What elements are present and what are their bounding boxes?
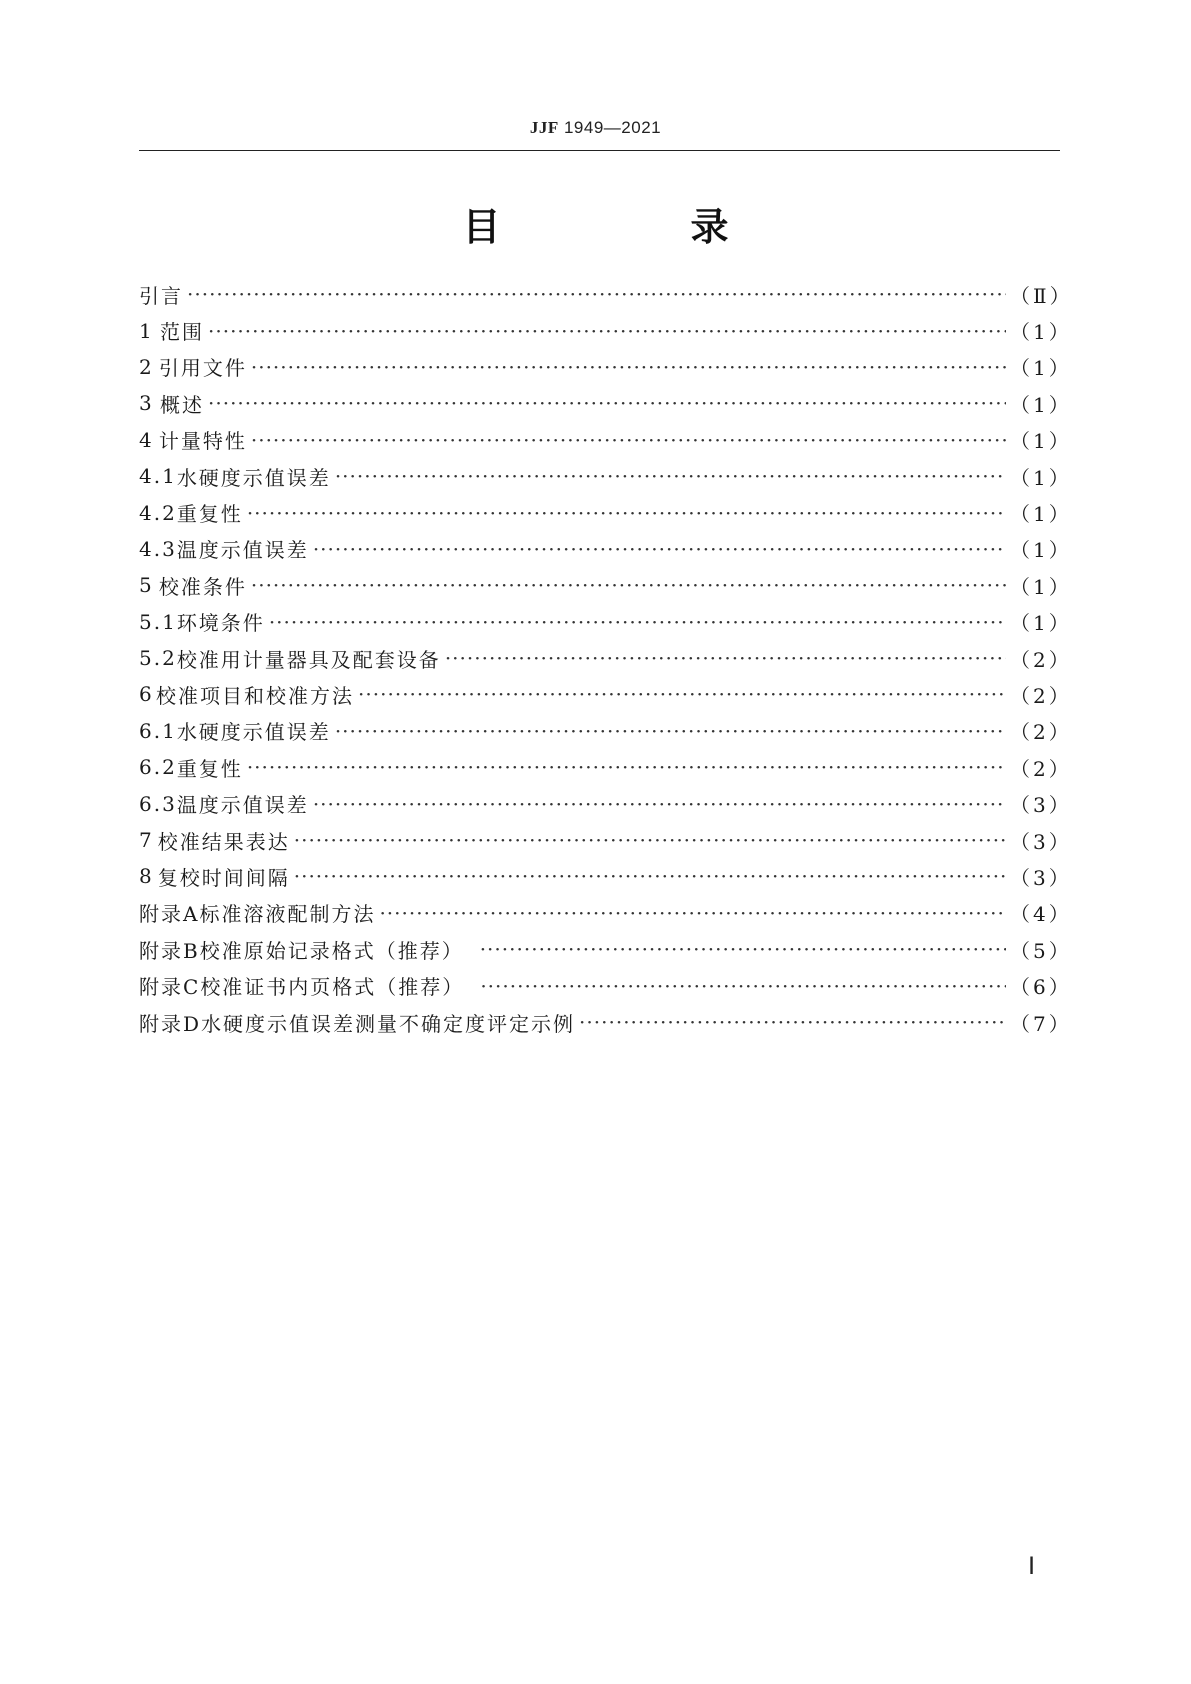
toc-entry-page: （1）	[1010, 611, 1072, 636]
toc-entry-number: 6.3	[139, 791, 177, 816]
toc-entry-number: 附录A	[139, 902, 200, 927]
toc-entry[interactable]	[139, 422, 1072, 458]
toc-entry[interactable]	[139, 385, 1072, 421]
toc-entry-page: （1）	[1010, 392, 1072, 417]
toc-entry[interactable]	[139, 749, 1072, 785]
toc-entry-label: 水硬度示值误差	[176, 720, 331, 745]
toc-dot-leader	[480, 937, 1006, 961]
toc-entry[interactable]	[139, 713, 1072, 749]
toc-entry[interactable]	[139, 858, 1072, 894]
toc-entry-page: （2）	[1010, 756, 1072, 781]
toc-dot-leader	[251, 573, 1006, 597]
toc-dot-leader	[335, 719, 1006, 743]
toc-entry-label: 温度示值误差	[176, 793, 309, 818]
toc-entry[interactable]	[139, 567, 1072, 603]
toc-entry-number: 6	[139, 682, 154, 707]
running-header	[0, 118, 1191, 138]
toc-entry-label: 水硬度示值误差测量不确定度评定示例	[201, 1011, 576, 1036]
toc-entry-page: （1）	[1010, 574, 1072, 599]
header-divider	[139, 150, 1060, 151]
toc-entry[interactable]	[139, 349, 1072, 385]
toc-dot-leader	[294, 828, 1006, 852]
toc-entry-label: 重复性	[176, 756, 243, 781]
toc-entry[interactable]	[139, 676, 1072, 712]
toc-entry-page: （1）	[1010, 538, 1072, 563]
toc-entry[interactable]	[139, 967, 1072, 1003]
toc-entry-number: 8	[139, 864, 154, 889]
toc-entry-label: 校准证书内页格式（推荐）	[200, 975, 477, 1000]
toc-entry-number: 3	[139, 391, 154, 416]
toc-dot-leader	[247, 501, 1006, 525]
page-title: 目 录	[462, 205, 805, 249]
toc-entry[interactable]	[139, 931, 1072, 967]
toc-entry[interactable]	[139, 276, 1073, 312]
toc-dot-leader	[480, 974, 1006, 998]
toc-dot-leader	[269, 610, 1006, 634]
toc-entry-number: 4.2	[139, 500, 177, 525]
toc-dot-leader	[335, 464, 1006, 488]
toc-entry-page: （2）	[1010, 683, 1072, 708]
toc-entry-label: 标准溶液配制方法	[199, 902, 376, 927]
toc-entry-label: 校准结果表达	[157, 829, 290, 854]
toc-dot-leader	[251, 355, 1006, 379]
toc-entry-number: 7	[139, 828, 154, 853]
toc-dot-leader	[358, 682, 1006, 706]
toc-entry[interactable]	[139, 458, 1072, 494]
toc-entry-page: （2）	[1010, 647, 1072, 672]
toc-entry-page: （1）	[1010, 429, 1072, 454]
toc-dot-leader	[313, 537, 1006, 561]
toc-dot-leader	[187, 282, 1006, 306]
toc-entry-page: （1）	[1010, 465, 1072, 490]
toc-dot-leader	[251, 428, 1006, 452]
toc-entry-page: （7）	[1010, 1011, 1072, 1036]
toc-dot-leader	[208, 391, 1006, 415]
toc-entry-number: 附录B	[139, 938, 200, 963]
toc-entry-page: （2）	[1010, 720, 1072, 745]
toc-entry-number: 2	[139, 354, 154, 379]
toc-entry[interactable]	[139, 531, 1072, 567]
table-of-contents	[139, 276, 1073, 1040]
toc-entry-label: 校准用计量器具及配套设备	[176, 647, 441, 672]
toc-entry-page: （3）	[1010, 829, 1072, 854]
toc-entry-label: 引言	[139, 283, 183, 308]
toc-dot-leader	[579, 1010, 1006, 1034]
toc-entry-page: （1）	[1010, 356, 1072, 381]
toc-entry-number: 1	[139, 318, 154, 343]
toc-entry-label: 复校时间间隔	[157, 865, 290, 890]
toc-entry-page: （4）	[1010, 902, 1072, 927]
toc-entry-number: 4	[139, 427, 154, 452]
toc-entry-number: 附录C	[139, 975, 201, 1000]
toc-entry-page: （1）	[1010, 502, 1072, 527]
toc-entry-page: （5）	[1010, 938, 1072, 963]
toc-entry[interactable]	[139, 1004, 1072, 1040]
toc-entry-label: 概述	[160, 392, 204, 417]
toc-entry-number: 5.1	[139, 609, 177, 634]
toc-entry[interactable]	[139, 494, 1072, 530]
toc-entry-number: 4.1	[139, 464, 177, 489]
toc-entry-number: 4.3	[139, 536, 177, 561]
toc-entry-label: 校准项目和校准方法	[156, 683, 355, 708]
toc-entry-label: 温度示值误差	[176, 538, 309, 563]
page-number: Ⅰ	[1028, 1554, 1036, 1580]
toc-entry[interactable]	[139, 895, 1072, 931]
toc-entry-number: 6.1	[139, 718, 177, 743]
toc-entry-label: 重复性	[176, 502, 243, 527]
toc-entry-page: （3）	[1010, 865, 1072, 890]
toc-entry-page: （3）	[1010, 793, 1072, 818]
toc-entry[interactable]	[139, 312, 1072, 348]
toc-entry[interactable]	[139, 822, 1072, 858]
toc-entry-label: 引用文件	[158, 356, 247, 381]
toc-entry-label: 校准条件	[158, 574, 247, 599]
toc-entry[interactable]	[139, 604, 1072, 640]
toc-entry-number: 6.2	[139, 755, 177, 780]
standard-code-prefix: JJF	[529, 118, 559, 137]
toc-dot-leader	[208, 319, 1006, 343]
toc-entry-label: 水硬度示值误差	[176, 465, 331, 490]
toc-entry-page: （Ⅱ）	[1010, 283, 1073, 308]
toc-entry-page: （6）	[1010, 975, 1072, 1000]
toc-entry[interactable]	[139, 640, 1072, 676]
toc-dot-leader	[445, 646, 1006, 670]
toc-entry-label: 校准原始记录格式（推荐）	[199, 938, 476, 963]
toc-entry-label: 环境条件	[176, 611, 265, 636]
standard-code-number: 1949—2021	[558, 118, 662, 137]
toc-entry-label: 计量特性	[158, 429, 247, 454]
toc-entry-number: 5.2	[139, 646, 177, 671]
toc-entry-label: 范围	[160, 320, 204, 345]
toc-entry[interactable]	[139, 785, 1072, 821]
toc-entry-number: 附录D	[139, 1011, 202, 1036]
toc-entry-number: 5	[139, 573, 154, 598]
toc-dot-leader	[294, 864, 1006, 888]
toc-dot-leader	[379, 901, 1006, 925]
toc-entry-page: （1）	[1010, 320, 1072, 345]
toc-dot-leader	[313, 792, 1006, 816]
toc-dot-leader	[247, 755, 1006, 779]
